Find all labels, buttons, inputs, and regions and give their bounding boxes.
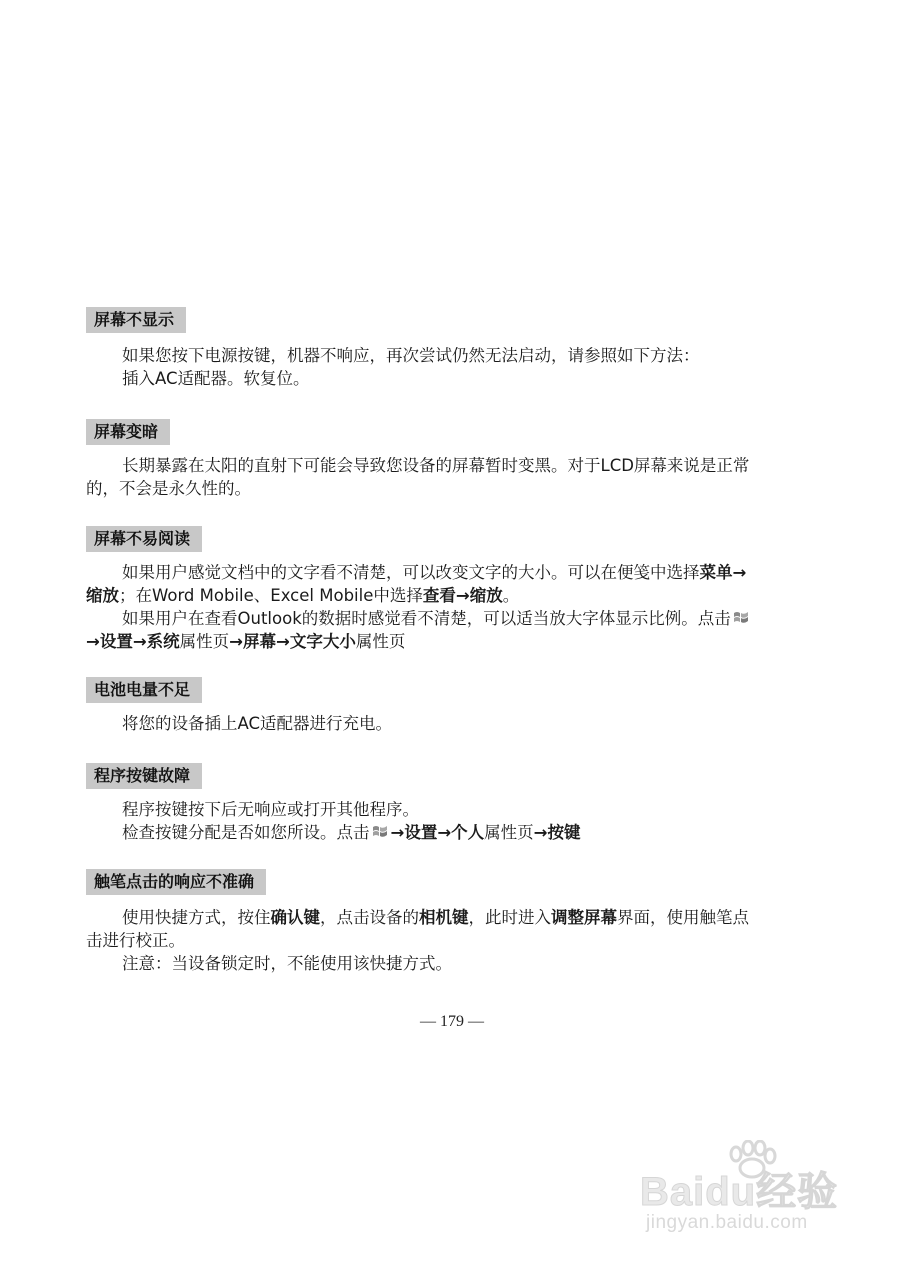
windows-start-icon (732, 609, 750, 627)
arrow-icon: → (437, 823, 452, 842)
arrow-icon: → (229, 632, 243, 651)
text-run: ，此时进入 (468, 908, 551, 927)
section-heading-screen-no-display: 屏幕不显示 (86, 307, 186, 333)
menu-path-system: 系统 (146, 632, 180, 651)
text-run: 如果用户感觉文档中的文字看不清楚，可以改变文字的大小。可以在便笺中选择 (122, 563, 700, 582)
menu-path-zoom: 缩放 (469, 586, 503, 605)
section-body-screen-hard-to-read (86, 561, 818, 653)
section-body-screen-no-display (86, 344, 818, 390)
section-heading-screen-hard-to-read: 屏幕不易阅读 (86, 526, 202, 552)
camera-key-label: 相机键 (419, 908, 469, 927)
menu-path-personal: 个人 (451, 823, 485, 842)
baidu-jingyan-watermark (640, 1140, 870, 1250)
menu-path-zoom: 缩放 (86, 586, 119, 605)
text-run: 使用快捷方式，按住 (122, 908, 271, 927)
paragraph-line (86, 607, 818, 630)
section-body-stylus-inaccurate (86, 906, 818, 975)
arrow-icon: → (533, 823, 548, 842)
text-run: 界面，使用触笔点 (617, 908, 749, 927)
paragraph-line (86, 821, 818, 844)
text-run: ，点击设备的 (320, 908, 419, 927)
text-run: ；在Word Mobile、Excel Mobile中选择 (119, 586, 423, 605)
paragraph-line: 长期暴露在太阳的直射下可能会导致您设备的屏幕暂时变黑。对于LCD屏幕来说是正常 (122, 456, 750, 475)
paragraph-line (86, 906, 818, 929)
section-heading-stylus-inaccurate: 触笔点击的响应不准确 (86, 869, 266, 895)
watermark-logo: Baidu经验 (640, 1170, 839, 1214)
section-heading-low-battery: 电池电量不足 (86, 677, 202, 703)
menu-path-text-size: 文字大小 (289, 632, 356, 651)
windows-start-icon (371, 823, 389, 841)
arrow-icon: → (132, 632, 147, 651)
menu-path-buttons: 按键 (547, 823, 581, 842)
section-body-low-battery (86, 712, 818, 735)
confirm-key-label: 确认键 (270, 908, 320, 927)
paragraph-line: 程序按键按下后无响应或打开其他程序。 (122, 800, 419, 819)
paragraph-line: 如果您按下电源按键，机器不响应，再次尝试仍然无法启动，请参照如下方法： (122, 346, 700, 365)
section-body-screen-dim (86, 454, 818, 500)
watermark-url: jingyan.baidu.com (646, 1212, 808, 1233)
page-number: — 179 — (420, 1013, 484, 1030)
text-run: 检查按键分配是否如您所设。点击 (122, 823, 370, 842)
text-run: 属性页 (484, 823, 534, 842)
paragraph-line: 的，不会是永久性的。 (86, 479, 251, 498)
paragraph-line (86, 561, 818, 584)
paragraph-line: 将您的设备插上AC适配器进行充电。 (122, 714, 393, 733)
text-run: 。 (502, 586, 520, 605)
align-screen-label: 调整屏幕 (551, 908, 617, 927)
arrow-icon: → (390, 823, 405, 842)
paragraph-line (86, 630, 818, 653)
menu-path-screen: 屏幕 (242, 632, 276, 651)
arrow-icon: → (275, 632, 290, 651)
section-heading-program-button-fault: 程序按键故障 (86, 763, 202, 789)
text-run: 属性页 (355, 632, 406, 651)
menu-path-menu: 菜单 (699, 563, 733, 582)
paragraph-line: 插入AC适配器。软复位。 (122, 369, 310, 388)
arrow-icon: → (732, 563, 747, 582)
paragraph-line: 击进行校正。 (86, 931, 185, 950)
section-body-program-button-fault (86, 798, 818, 844)
section-heading-screen-dim: 屏幕变暗 (86, 419, 170, 445)
arrow-icon: → (86, 632, 100, 651)
text-run: 如果用户在查看Outlook的数据时感觉看不清楚，可以适当放大字体显示比例。点击 (122, 609, 731, 628)
text-run: 属性页 (179, 632, 230, 651)
menu-path-settings: 设置 (99, 632, 133, 651)
arrow-icon: → (455, 586, 470, 605)
menu-path-view: 查看 (422, 586, 456, 605)
paragraph-line (86, 584, 818, 607)
note-line: 注意：当设备锁定时，不能使用该快捷方式。 (122, 954, 452, 973)
menu-path-settings: 设置 (404, 823, 438, 842)
